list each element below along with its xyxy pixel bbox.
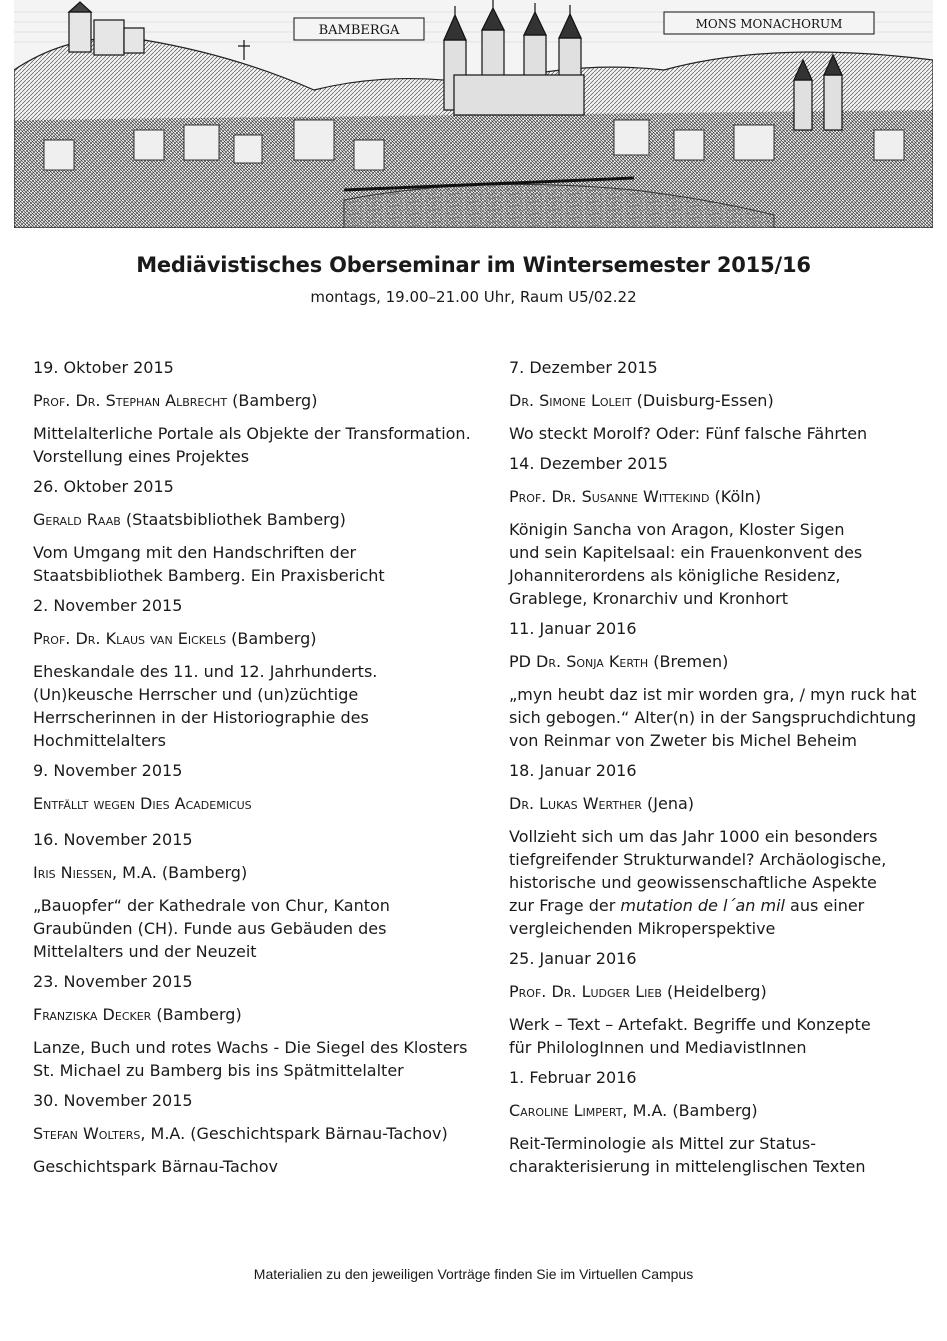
page-title: Mediävistisches Oberseminar im Wintersemester 2015/16 (136, 253, 811, 277)
banner-label-mons-monachorum: MONS MONACHORUM (695, 17, 843, 31)
woodcut-illustration (14, 0, 933, 228)
speaker-name: Prof. Dr. Ludger Lieb (509, 982, 662, 1001)
entry-date: 11. Januar 2016 (509, 619, 637, 638)
entry-talk-title: Wo steckt Morolf? Oder: Fünf falsche Fährten (509, 424, 868, 443)
speaker-affiliation: (Bamberg) (226, 629, 317, 648)
schedule-entry (509, 453, 919, 610)
entry-talk-title: Vom Umgang mit den Handschriften der Staatsbibliothek Bamberg. Ein Praxisbericht (33, 543, 385, 585)
entry-date: 23. November 2015 (33, 972, 193, 991)
banner-label-bamberga: BAMBERGA (318, 23, 400, 38)
schedule-entry (33, 595, 483, 752)
speaker-name: Iris Nießen, M.A. (33, 863, 157, 882)
bamberg-woodcut-banner (14, 0, 933, 228)
entry-speaker (509, 486, 919, 508)
entry-speaker (33, 509, 483, 531)
entry-talk-title: „Bauopfer“ der Kathedrale von Chur, Kanton Graubünden (CH). Funde aus Gebäuden des Mittelalters und der Neuzeit (33, 896, 390, 961)
speaker-name: Franziska Decker (33, 1005, 152, 1024)
entry-speaker (509, 651, 919, 673)
entry-date: 26. Oktober 2015 (33, 477, 174, 496)
schedule-entry (33, 476, 483, 587)
speaker-name: Stefan Wolters, M.A. (33, 1124, 186, 1143)
entry-speaker (509, 390, 919, 412)
schedule-entry (509, 760, 919, 940)
talk-text-part: aus einer vergleichenden Mikroperspektive (509, 896, 865, 938)
speaker-affiliation: (Bremen) (648, 652, 729, 671)
speaker-name: Gerald Raab (33, 510, 121, 529)
talk-emphasis: mutation de l´an mil (620, 896, 785, 915)
entry-speaker (33, 1004, 483, 1026)
entry-talk-title: Werk – Text – Artefakt. Begriffe und Konzepte für PhilologInnen und MediavistInnen (509, 1015, 871, 1057)
speaker-affiliation: (Duisburg-Essen) (631, 391, 774, 410)
entry-talk-title: Geschichtspark Bärnau-Tachov (33, 1157, 278, 1176)
speaker-name: Prof. Dr. Klaus van Eickels (33, 629, 227, 648)
entry-date: 2. November 2015 (33, 596, 183, 615)
footer-note: Materialien zu den jeweiligen Vorträge finden Sie im Virtuellen Campus (253, 1266, 694, 1282)
speaker-affiliation: (Bamberg) (227, 391, 318, 410)
speaker-affiliation: (Jena) (641, 794, 694, 813)
entry-date: 1. Februar 2016 (509, 1068, 637, 1087)
speaker-affiliation: (Bamberg) (156, 863, 248, 882)
schedule-entry (509, 618, 919, 752)
entry-talk-title: „myn heubt daz ist mir worden gra, / myn ruck hat sich gebogen.“ Alter(n) in der Sangspruchdichtung von Reinmar von Zweter bis Michel Beheim (509, 685, 917, 750)
schedule-entry (509, 357, 919, 445)
entry-talk-title: Königin Sancha von Aragon, Kloster Sigen und sein Kapitelsaal: ein Frauenkonvent des Johanniterordens als königliche Residenz, Grablege, Kronarchiv und Kronhort (509, 520, 863, 608)
entry-talk-title (509, 825, 919, 940)
schedule-entry (33, 1090, 483, 1178)
speaker-name: Caroline Limpert, M.A. (509, 1101, 668, 1120)
entry-speaker (33, 1123, 483, 1145)
schedule-column-left (33, 357, 483, 1186)
entry-speaker (33, 862, 483, 884)
speaker-affiliation: (Geschichtspark Bärnau-Tachov) (185, 1124, 448, 1143)
entry-cancelled-notice: Entfällt wegen Dies Academicus (33, 794, 252, 813)
schedule-entry (33, 971, 483, 1082)
speaker-name: Prof. Dr. Susanne Wittekind (509, 487, 710, 506)
schedule-entry (33, 357, 483, 468)
schedule-entry (509, 1067, 919, 1178)
entry-talk-title: Lanze, Buch und rotes Wachs - Die Siegel des Klosters St. Michael zu Bamberg bis ins Spätmittelalter (33, 1038, 468, 1080)
entry-talk-title: Eheskandale des 11. und 12. Jahrhunderts. (Un)keusche Herrscher und (un)züchtige Herrscherinnen in der Historiographie des Hochmittelalters (33, 662, 378, 750)
entry-date: 9. November 2015 (33, 761, 183, 780)
talk-text-part: Vollzieht sich um das Jahr 1000 ein besonders tiefgreifender Strukturwandel? Archäologische, historische und geowissenschaftliche Aspekte zur Frage der (509, 827, 887, 915)
speaker-affiliation: (Bamberg) (667, 1101, 758, 1120)
speaker-affiliation: (Köln) (709, 487, 762, 506)
entry-date: 18. Januar 2016 (509, 761, 637, 780)
speaker-affiliation: (Staatsbibliothek Bamberg) (120, 510, 346, 529)
entry-date: 30. November 2015 (33, 1091, 193, 1110)
speaker-affiliation: (Heidelberg) (661, 982, 767, 1001)
schedule-column-right (509, 357, 919, 1186)
speaker-name: Dr. Simone Loleit (509, 391, 632, 410)
entry-speaker (509, 1100, 919, 1122)
speaker-affiliation: (Bamberg) (151, 1005, 242, 1024)
schedule-entry (33, 829, 483, 963)
page-subtitle: montags, 19.00–21.00 Uhr, Raum U5/02.22 (310, 288, 637, 306)
entry-date: 16. November 2015 (33, 830, 193, 849)
entry-date: 19. Oktober 2015 (33, 358, 174, 377)
entry-talk-title: Reit-Terminologie als Mittel zur Status- charakterisierung in mittelenglischen Texten (509, 1134, 866, 1176)
entry-date: 25. Januar 2016 (509, 949, 637, 968)
entry-speaker (33, 390, 483, 412)
speaker-name: PD Dr. Sonja Kerth (509, 652, 649, 671)
entry-date: 7. Dezember 2015 (509, 358, 658, 377)
entry-speaker (509, 793, 919, 815)
entry-date: 14. Dezember 2015 (509, 454, 668, 473)
entry-speaker (33, 628, 483, 650)
speaker-name: Dr. Lukas Werther (509, 794, 642, 813)
entry-talk-title: Mittelalterliche Portale als Objekte der Transformation. Vorstellung eines Projektes (33, 424, 471, 466)
entry-speaker (509, 981, 919, 1003)
speaker-name: Prof. Dr. Stephan Albrecht (33, 391, 228, 410)
schedule-entry (33, 760, 483, 815)
schedule-entry (509, 948, 919, 1059)
